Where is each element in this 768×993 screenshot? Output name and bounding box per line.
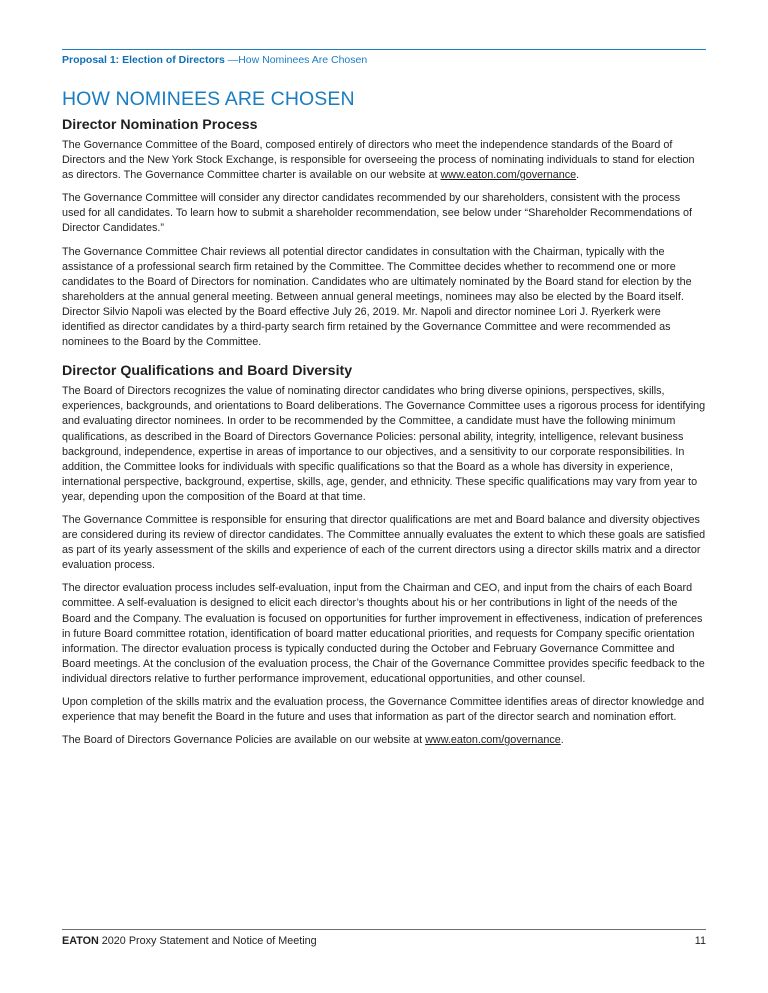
- paragraph: [62, 733, 706, 748]
- footer-text: 2020 Proxy Statement and Notice of Meeting: [98, 935, 317, 947]
- section-heading-nomination: Director Nomination Process: [62, 117, 258, 133]
- page-title: HOW NOMINEES ARE CHOSEN: [62, 88, 355, 110]
- footer-brand: EATON: [62, 935, 99, 947]
- paragraph: The director evaluation process includes self-evaluation, input from the Chairman and CEO, and input from the chairs of each Board committee. A self-evaluation is designed to elicit each director’s thoughts about his or her contributions in light of the needs of the Board and the Company. The evaluation is focused on opportunities for further improvement in effectiveness, indication of preferences in future Board committee rotation, identification of board matter educational priorities, and requests for Company specific orientation information. The director evaluation process is typically conducted during the October and February Governance Committee and Board meetings. At the conclusion of the evaluation process, the Chair of the Governance Committee provides specific feedback to the individual directors relative to further performance improvement, educational opportunities, and other counsel.: [62, 582, 705, 685]
- paragraph-end: .: [560, 734, 564, 747]
- paragraph-end: .: [576, 169, 580, 182]
- document-page: [62, 0, 706, 993]
- governance-policies-link[interactable]: www.eaton.com/governance: [425, 734, 561, 747]
- paragraph: The Governance Committee will consider any director candidates recommended by our shareholders, consistent with the process used for all candidates. To learn how to submit a shareholder recommendation, see below under “Shareholder Recommendations of Director Candidates.”: [62, 192, 692, 235]
- governance-link[interactable]: www.eaton.com/governance: [440, 169, 577, 182]
- paragraph: The Governance Committee is responsible for ensuring that director qualifications are met and Board balance and diversity objectives are considered during its review of director candidates. The Committee annually evaluates the extent to which these goals are satisfied as part of its yearly assessment of the skills and experience of each of the current directors using a director skills matrix and a director evaluation process.: [62, 513, 706, 572]
- section-heading-qualifications: Director Qualifications and Board Diversity: [62, 363, 353, 380]
- paragraph: The Board of Directors recognizes the value of nominating director candidates who bring diverse opinions, perspectives, skills, experiences, backgrounds, and orientations to Board deliberations. The Governance Committee uses a rigorous process for identifying and evaluating director nominees. In order to be recommended by the Committee, a candidate must have the following minimum qualifications, as described in the Board of Directors Governance Policies: personal ability, integrity, intelligence, relevant business background, independence, expertise in areas of importance to our objectives, and a sensitivity to our corporate responsibilities. In addition, the Committee looks for individuals with specific qualifications so that the Board as a whole has diversity in experience, international perspective, background, expertise, skills, age, gender, and ethnicity. These specific qualifications may vary from year to year, depending upon the composition of the Board at that time.: [62, 385, 706, 503]
- paragraph: Upon completion of the skills matrix and the evaluation process, the Governance Committee identifies areas of director knowledge and experience that may benefit the Board in the future and uses that information as part of the director search and nomination effort.: [62, 696, 705, 724]
- footer-divider: [62, 929, 706, 930]
- paragraph: [62, 138, 706, 183]
- breadcrumb-subsection: —How Nominees Are Chosen: [224, 54, 368, 66]
- page-number: 11: [694, 935, 706, 947]
- footer-title: [62, 935, 317, 948]
- header-divider: [62, 49, 706, 50]
- paragraph-text: The Board of Directors Governance Policies are available on our website at: [62, 734, 426, 747]
- paragraph: The Governance Committee Chair reviews all potential director candidates in consultation with the Chairman, typically with the assistance of a professional search firm retained by the Committee. The Committee decides whether to recommend one or more candidates to the Board of Directors for nomination. Candidates who are ultimately nominated by the Board stand for election by the shareholders at the annual general meeting. Between annual general meetings, nominees may also be elected by the Board itself. Director Silvio Napoli was elected by the Board effective July 26, 2019. Mr. Napoli and director nominee Lori J. Ryerkerk were identified as director candidates by a third-party search firm retained by the Governance Committee and were recommended as nominees to the Board by the Committee.: [62, 245, 692, 349]
- breadcrumb: [62, 54, 367, 67]
- paragraph-text: The Governance Committee of the Board, composed entirely of directors who meet the independence standards of the Board of Directors and the New York Stock Exchange, is responsible for overseeing the process of nominating individuals to stand for election as directors. The Governance Committee charter is available on our website at: [62, 139, 695, 182]
- breadcrumb-section: Proposal 1: Election of Directors: [62, 54, 225, 66]
- page-content: [62, 117, 706, 756]
